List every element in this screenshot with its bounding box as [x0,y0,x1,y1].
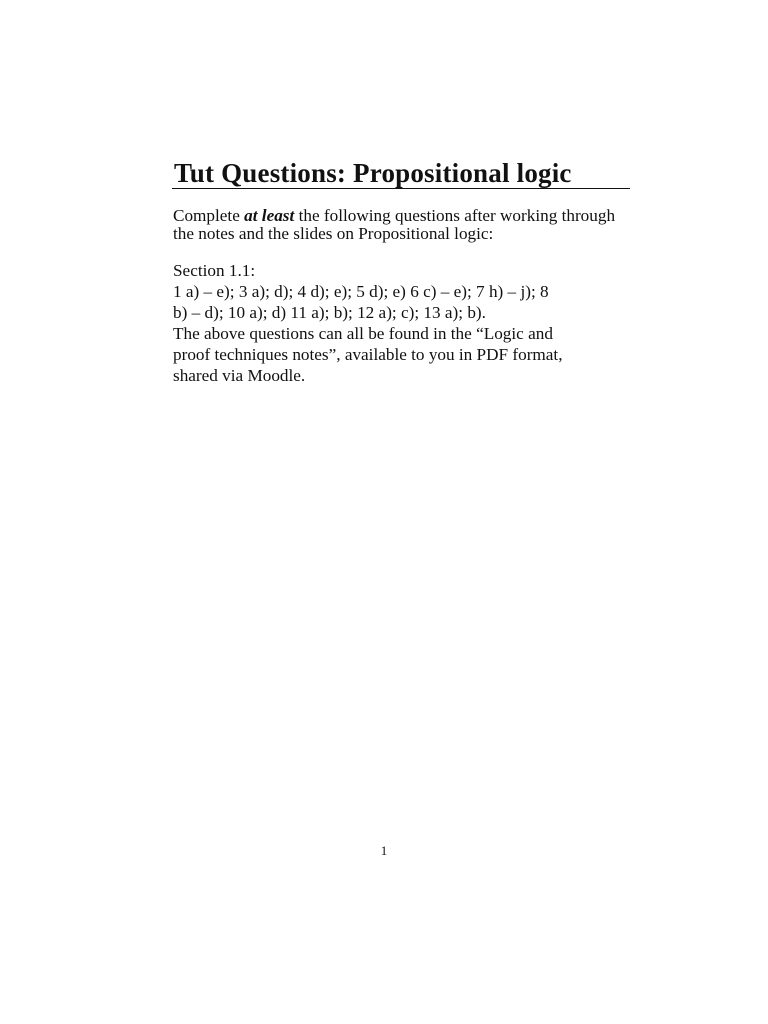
section-heading: Section 1.1: [173,261,256,280]
question-line: 1 a) – e); 3 a); d); 4 d); e); 5 d); e) 6 c) – e); 7 h) – j); 8 [173,282,549,301]
page-title: Tut Questions: Propositional logic [174,158,572,188]
note-line: shared via Moodle. [173,366,306,385]
section-block [173,260,633,386]
title-underline [172,188,630,189]
page-number: 1 [380,843,388,858]
intro-text-before: Complete [173,206,245,225]
intro-paragraph [173,207,633,243]
question-line: b) – d); 10 a); d) 11 a); b); 12 a); c); 13 a); b). [173,303,486,322]
intro-emphasis: at least [244,206,295,225]
note-line: The above questions can all be found in the “Logic and [173,324,553,343]
note-line: proof techniques notes”, available to you in PDF format, [173,345,563,364]
intro-text-after: the following questions after working through the notes and the slides on Propositional logic: [173,206,616,243]
